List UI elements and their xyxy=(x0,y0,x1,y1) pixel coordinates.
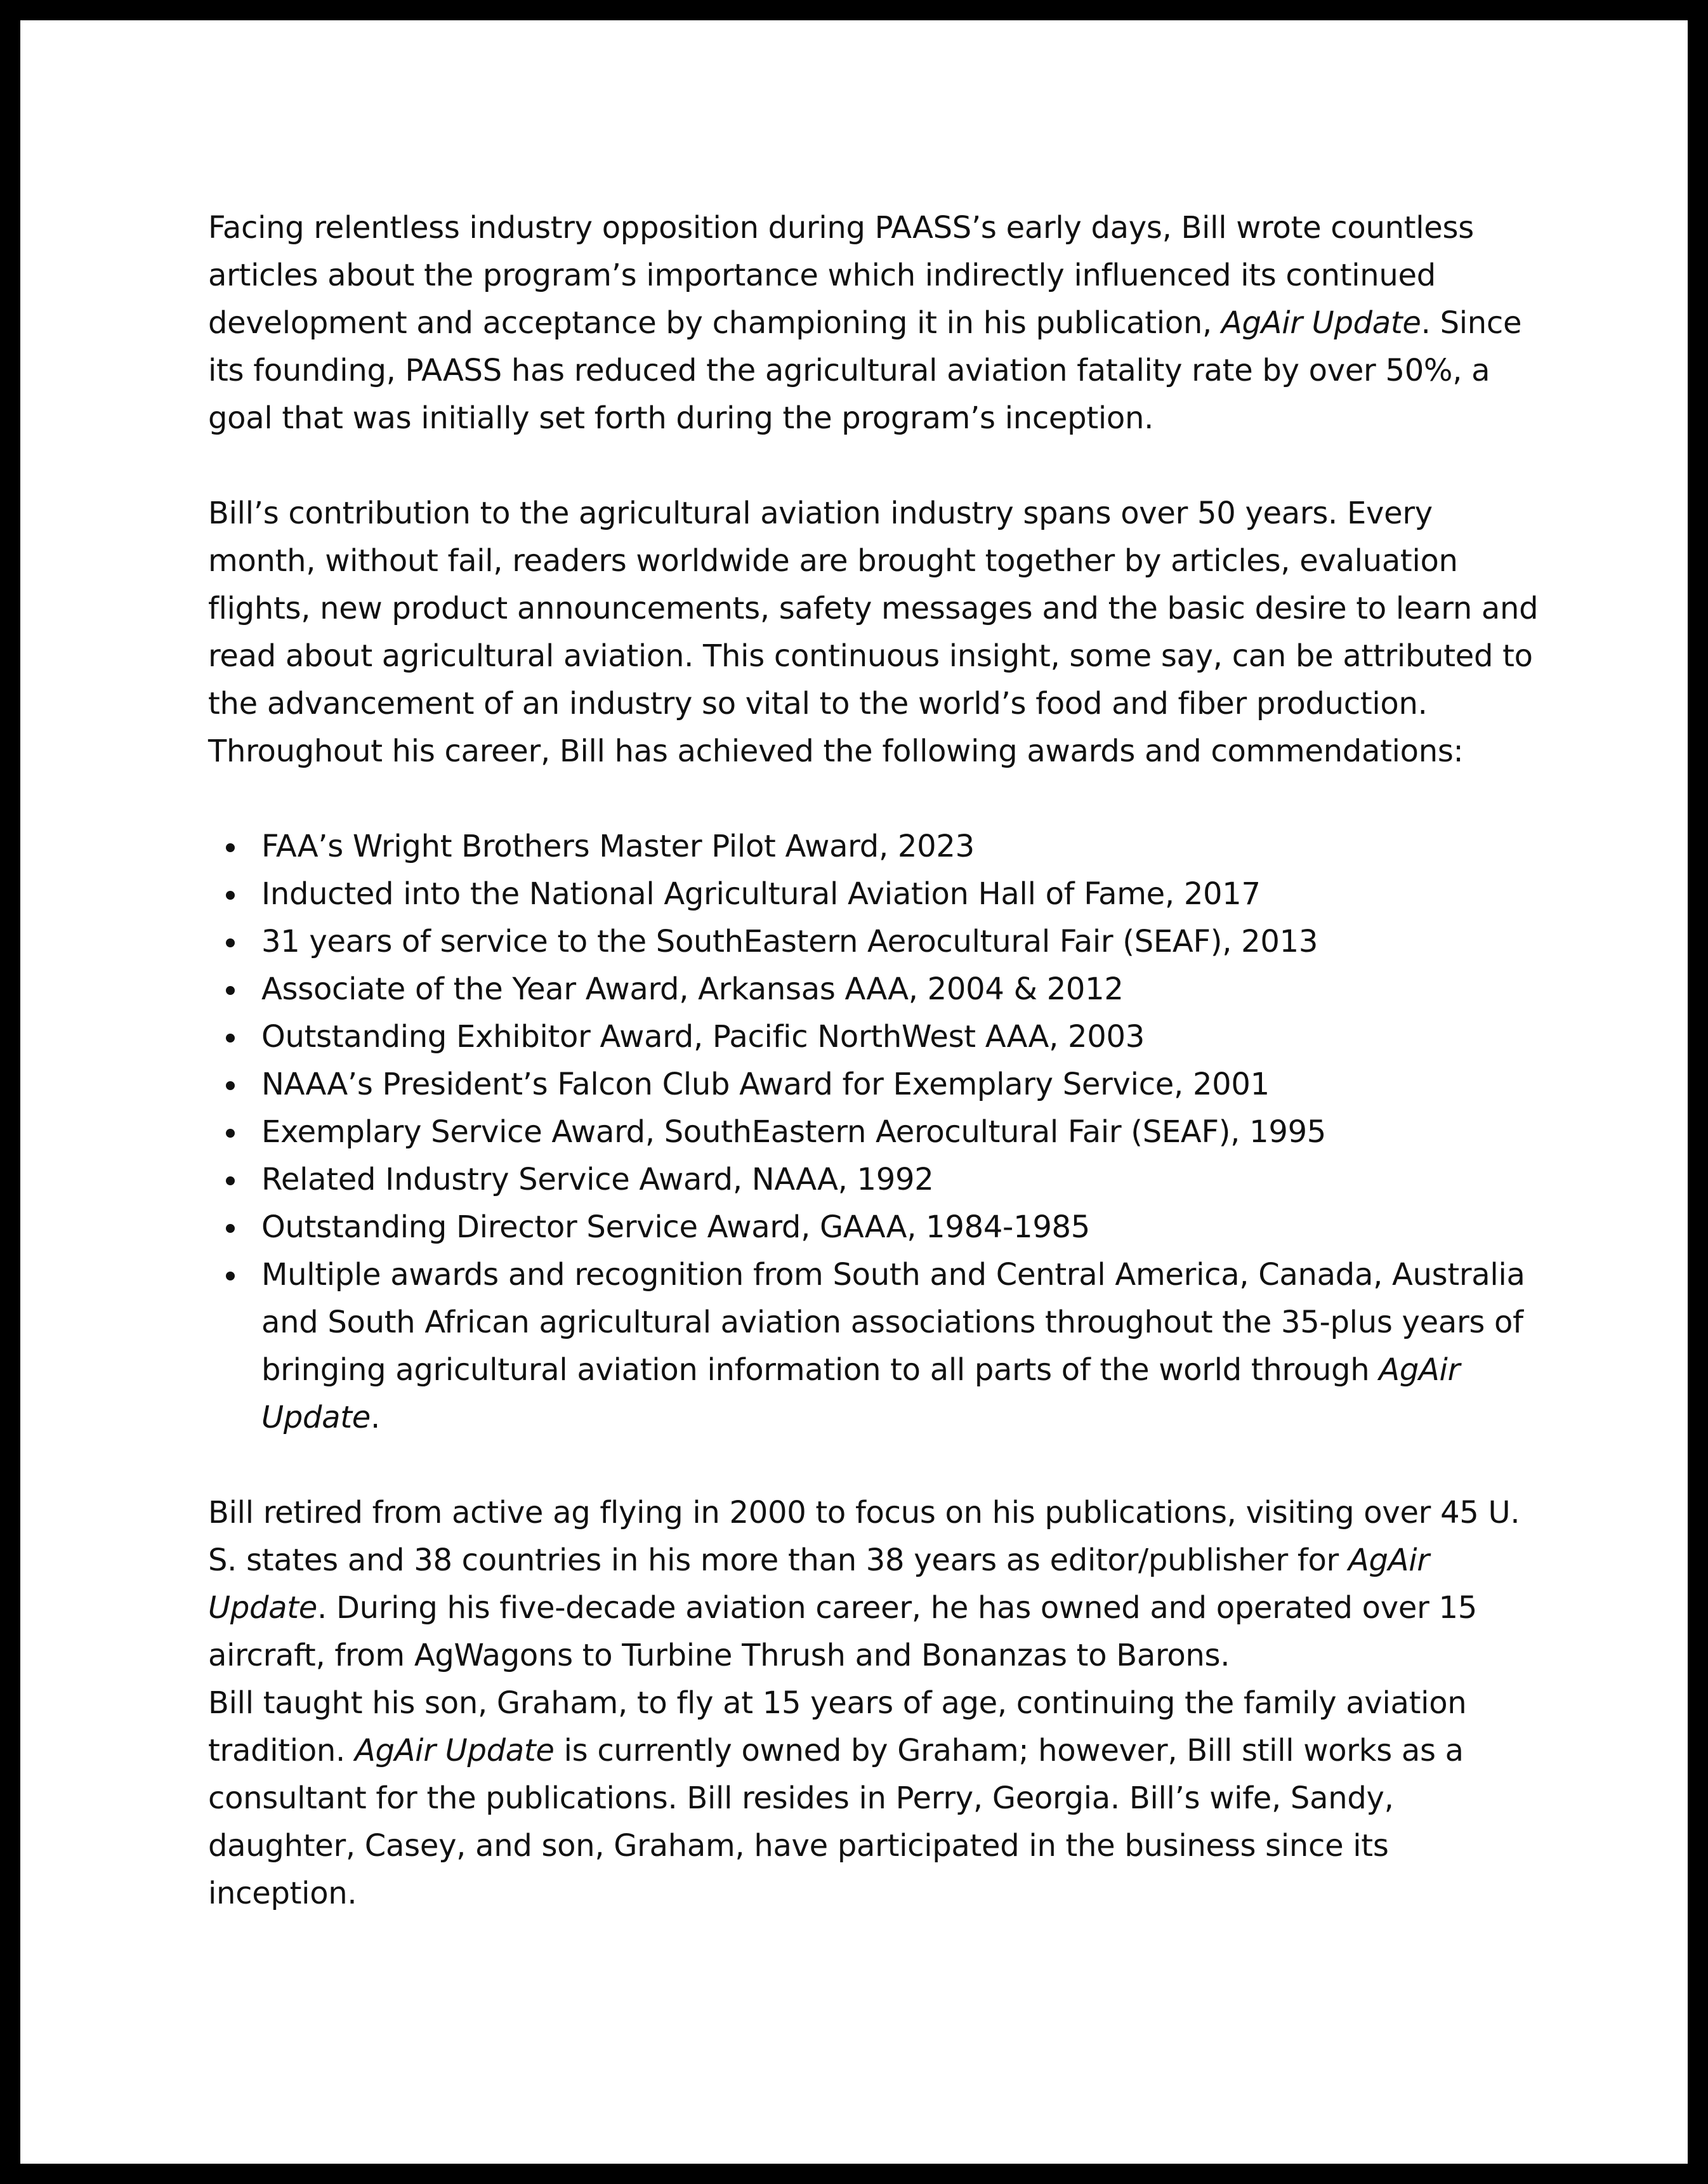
paragraph-text: Bill taught his son, Graham, to fly at 15 years of age, continuing the family aviation tradition. xyxy=(208,1685,1467,1768)
paragraph-paass xyxy=(208,204,1540,442)
paragraph-text: . During his five-decade aviation career, he has owned and operated over 15 aircraft, from AgWagons to Turbine Thrush and Bonanzas to Barons. xyxy=(208,1590,1477,1673)
document-page xyxy=(20,20,1688,2164)
award-text: Exemplary Service Award, SouthEastern Aerocultural Fair (SEAF), 1995 xyxy=(261,1114,1327,1150)
publication-title: AgAir Update xyxy=(208,1543,1429,1626)
bullet-icon xyxy=(226,1081,235,1090)
bullet-icon xyxy=(226,986,235,995)
award-text: NAAA’s President’s Falcon Club Award for Exemplary Service, 2001 xyxy=(261,1067,1270,1102)
list-item xyxy=(261,966,1540,1013)
publication-title: AgAir Update xyxy=(261,1352,1461,1435)
bullet-icon xyxy=(226,843,235,852)
bullet-icon xyxy=(226,1224,235,1233)
list-item xyxy=(261,1156,1540,1204)
bullet-icon xyxy=(226,1272,235,1280)
award-text: Inducted into the National Agricultural Aviation Hall of Fame, 2017 xyxy=(261,876,1261,912)
list-item xyxy=(261,1108,1540,1156)
award-text: Outstanding Exhibitor Award, Pacific NorthWest AAA, 2003 xyxy=(261,1019,1145,1055)
award-text: Outstanding Director Service Award, GAAA, 1984-1985 xyxy=(261,1209,1091,1245)
document-body xyxy=(208,204,1540,1918)
bullet-icon xyxy=(226,1129,235,1138)
award-text: Related Industry Service Award, NAAA, 1992 xyxy=(261,1162,934,1197)
award-text: Associate of the Year Award, Arkansas AAA, 2004 & 2012 xyxy=(261,971,1124,1007)
list-item xyxy=(261,1251,1540,1442)
list-item xyxy=(261,1013,1540,1061)
paragraph-family xyxy=(208,1680,1540,1918)
list-item xyxy=(261,871,1540,918)
paragraph-spacer xyxy=(208,775,1540,823)
bullet-icon xyxy=(226,1034,235,1043)
paragraph-text: Bill retired from active ag flying in 2000 to focus on his publications, visiting over 45 U. S. states and 38 countries in his more than 38 years as editor/publisher for xyxy=(208,1495,1520,1578)
list-item xyxy=(261,823,1540,871)
bullet-icon xyxy=(226,938,235,947)
list-item xyxy=(261,918,1540,966)
paragraph-spacer xyxy=(208,1442,1540,1489)
paragraph-text: Bill’s contribution to the agricultural aviation industry spans over 50 years. Every month, without fail, readers worldwide are brought together by articles, evaluation flights, new product announcements, safety messages and the basic desire to learn and read about agricultural aviation. This continuous insight, some say, can be attributed to the advancement of an industry so vital to the world’s food and fiber production. Throughout his career, Bill has achieved the following awards and commendations: xyxy=(208,496,1539,769)
publication-title: AgAir Update xyxy=(354,1733,555,1768)
paragraph-text: . Since its founding, PAASS has reduced the agricultural aviation fatality rate by over 50%, a goal that was initially set forth during the program’s inception. xyxy=(208,305,1522,436)
award-text: 31 years of service to the SouthEastern Aerocultural Fair (SEAF), 2013 xyxy=(261,924,1318,959)
bullet-icon xyxy=(226,1176,235,1185)
paragraph-contribution xyxy=(208,490,1540,775)
paragraph-text: is currently owned by Graham; however, Bill still works as a consultant for the publications. Bill resides in Perry, Georgia. Bill’s wife, Sandy, daughter, Casey, and son, Graham, have participated in the business since its inception. xyxy=(208,1733,1464,1911)
awards-list xyxy=(208,823,1540,1442)
publication-title: AgAir Update xyxy=(1221,305,1421,341)
award-text: Multiple awards and recognition from South and Central America, Canada, Australia and South African agricultural aviation associations throughout the 35-plus years of bringing agricultural aviation information to all parts of the world through xyxy=(261,1257,1525,1388)
paragraph-spacer xyxy=(208,442,1540,490)
paragraph-retirement xyxy=(208,1489,1540,1680)
award-text: FAA’s Wright Brothers Master Pilot Award, 2023 xyxy=(261,829,975,864)
paragraph-text: Facing relentless industry opposition during PAASS’s early days, Bill wrote countless articles about the program’s importance which indirectly influenced its continued development and acceptance by championing it in his publication, xyxy=(208,210,1474,341)
bullet-icon xyxy=(226,891,235,900)
list-item xyxy=(261,1204,1540,1251)
award-text: . xyxy=(371,1400,381,1435)
list-item xyxy=(261,1061,1540,1108)
